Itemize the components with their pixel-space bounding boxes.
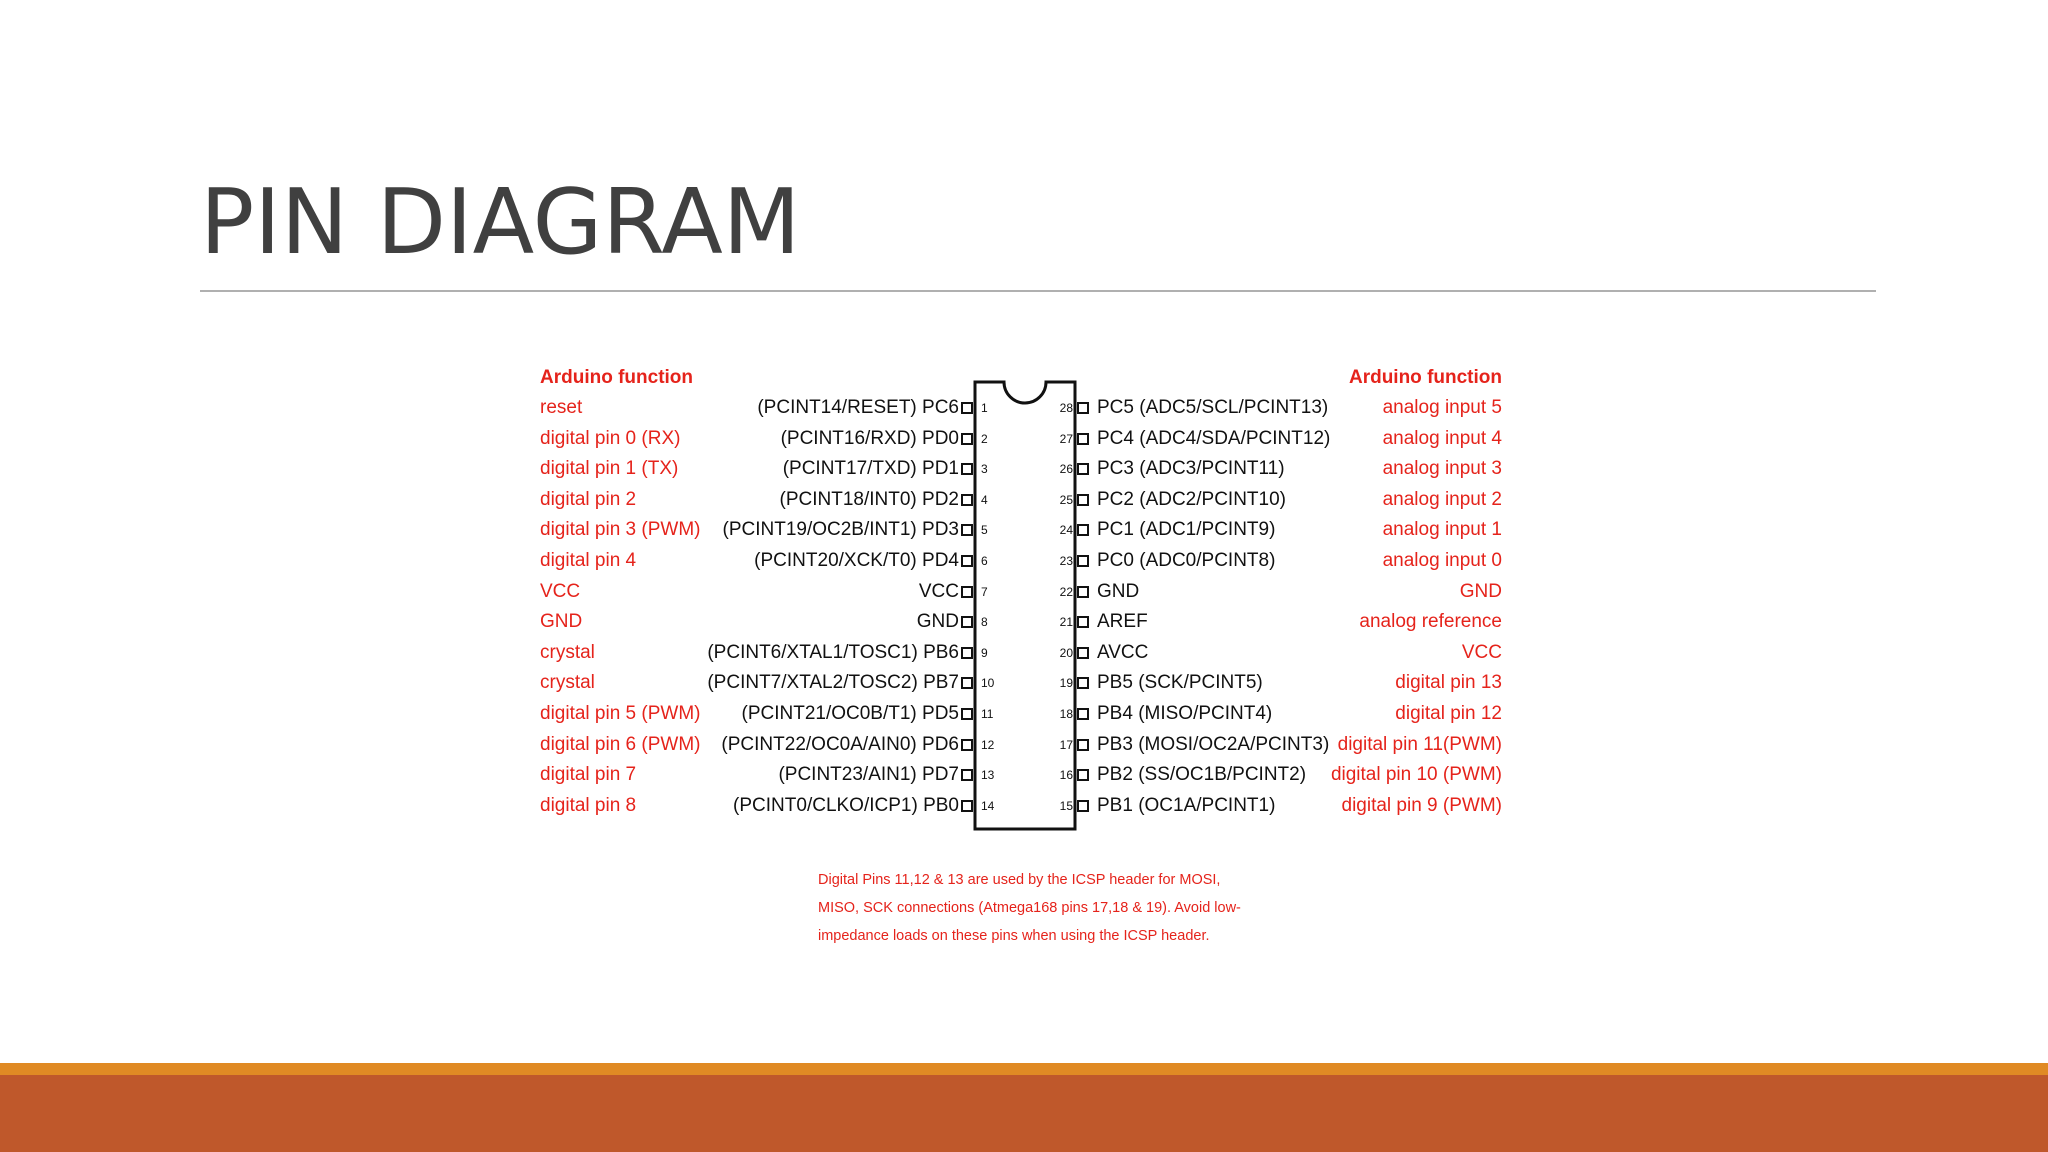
left-pin-number: 11: [981, 707, 994, 721]
right-pin-number: 25: [1059, 492, 1073, 507]
left-pin-pad: [961, 524, 973, 536]
footnote-line: Digital Pins 11,12 & 13 are used by the ICSP header for MOSI,: [818, 872, 1221, 888]
right-pin-number: 28: [1059, 401, 1073, 415]
left-pin-function: digital pin 0 (RX): [540, 427, 681, 449]
right-pin-name: PC4 (ADC4/SDA/PCINT12): [1097, 427, 1331, 449]
left-pin-function: digital pin 5 (PWM): [540, 703, 701, 724]
left-pin-pad: [961, 494, 973, 506]
right-pin-function: digital pin 10 (PWM): [1330, 764, 1502, 786]
left-pin-name: (PCINT23/AIN1) PD7: [778, 764, 959, 786]
right-pin-number: 20: [1059, 645, 1073, 660]
right-pin-name: GND: [1097, 580, 1140, 602]
left-pin-pad: [961, 708, 973, 720]
footnote-line: MISO, SCK connections (Atmega168 pins 17,18 & 19). Avoid low-: [818, 900, 1241, 916]
left-pin-name: (PCINT6/XTAL1/TOSC1) PB6: [707, 641, 959, 663]
right-pin-number: 23: [1059, 554, 1073, 568]
left-pin-function: digital pin 3 (PWM): [540, 519, 701, 541]
left-pin-number: 3: [981, 462, 988, 477]
left-pin-name: (PCINT17/TXD) PD1: [782, 458, 959, 480]
right-pin-name: PC0 (ADC0/PCINT8): [1097, 550, 1276, 571]
right-pin-number: 22: [1059, 584, 1073, 599]
right-pin-pad: [1077, 769, 1089, 781]
left-pin-name: (PCINT20/XCK/T0) PD4: [754, 550, 959, 571]
right-pin-number: 16: [1059, 768, 1073, 783]
left-pin-number: 8: [981, 615, 988, 630]
left-pin-name: (PCINT0/CLKO/ICP1) PB0: [733, 794, 959, 816]
right-pin-function: analog reference: [1359, 611, 1502, 633]
right-pin-number: 27: [1059, 431, 1073, 446]
left-pin-name: VCC: [918, 580, 959, 602]
right-pin-name: PC1 (ADC1/PCINT9): [1097, 519, 1276, 541]
left-pin-function: digital pin 8: [540, 794, 637, 816]
right-function-header: Arduino function: [1348, 367, 1502, 388]
right-pin-number: 17: [1059, 737, 1073, 752]
right-pin-name: PB5 (SCK/PCINT5): [1097, 672, 1263, 694]
right-pin-pad: [1077, 708, 1089, 720]
right-pin-name: AREF: [1097, 611, 1148, 633]
right-pin-name: PC2 (ADC2/PCINT10): [1097, 488, 1286, 510]
right-pin-pad: [1077, 647, 1089, 659]
right-pin-name: PC3 (ADC3/PCINT11): [1097, 458, 1285, 480]
right-pin-function: digital pin 11(PWM): [1337, 733, 1502, 755]
left-pin-name: (PCINT21/OC0B/T1) PD5: [741, 703, 959, 724]
right-pin-pad: [1077, 677, 1089, 689]
left-pin-name: (PCINT19/OC2B/INT1) PD3: [722, 519, 959, 541]
icsp-footnote: [818, 866, 1338, 950]
left-pin-name: (PCINT22/OC0A/AIN0) PD6: [721, 733, 959, 755]
left-pin-number: 13: [981, 768, 995, 783]
left-pin-function: GND: [540, 611, 583, 633]
left-pin-number: 6: [981, 554, 988, 568]
left-pin-pad: [961, 402, 973, 414]
chip-outline: [975, 382, 1075, 829]
right-pin-pad: [1077, 494, 1089, 506]
left-pin-number: 10: [981, 676, 995, 691]
right-pin-pad: [1077, 739, 1089, 751]
right-pin-pad: [1077, 402, 1089, 414]
left-pin-pad: [961, 800, 973, 812]
right-pin-function: analog input 5: [1382, 397, 1502, 418]
right-pin-pad: [1077, 586, 1089, 598]
left-pin-function: digital pin 1 (TX): [540, 458, 679, 480]
left-pin-name: (PCINT16/RXD) PD0: [780, 427, 959, 449]
left-pin-pad: [961, 739, 973, 751]
footer-band: [0, 1075, 2048, 1152]
right-pin-pad: [1077, 800, 1089, 812]
right-pin-pad: [1077, 463, 1089, 475]
right-pin-function: analog input 0: [1382, 550, 1502, 571]
left-pin-pad: [961, 616, 973, 628]
left-pin-number: 14: [981, 798, 995, 813]
left-function-header: Arduino function: [540, 367, 694, 388]
left-pin-pad: [961, 769, 973, 781]
right-pin-function: analog input 1: [1382, 519, 1502, 541]
left-pin-name: (PCINT18/INT0) PD2: [779, 488, 959, 510]
right-pin-pad: [1077, 433, 1089, 445]
left-pin-function: reset: [540, 397, 583, 418]
right-pin-function: analog input 2: [1382, 488, 1502, 510]
right-pin-number: 21: [1059, 615, 1073, 630]
left-pin-number: 5: [981, 523, 988, 538]
left-pin-pad: [961, 463, 973, 475]
left-pin-function: digital pin 7: [540, 764, 637, 786]
left-pin-pad: [961, 677, 973, 689]
left-pin-pad: [961, 647, 973, 659]
right-pin-name: PB2 (SS/OC1B/PCINT2): [1097, 764, 1307, 786]
right-pin-pad: [1077, 616, 1089, 628]
right-pin-name: PC5 (ADC5/SCL/PCINT13): [1097, 397, 1329, 418]
right-pin-pad: [1077, 524, 1089, 536]
right-pin-number: 15: [1059, 798, 1073, 813]
right-pin-name: AVCC: [1097, 641, 1149, 663]
left-pin-pad: [961, 433, 973, 445]
right-pin-function: analog input 3: [1382, 458, 1502, 480]
right-pin-name: PB1 (OC1A/PCINT1): [1097, 794, 1276, 816]
right-pin-function: digital pin 12: [1395, 703, 1502, 724]
left-pin-number: 7: [981, 584, 988, 599]
right-pin-function: GND: [1459, 580, 1502, 602]
left-pin-name: GND: [916, 611, 959, 633]
left-pin-number: 2: [981, 431, 988, 446]
right-pin-function: digital pin 13: [1395, 672, 1502, 694]
right-pin-number: 19: [1059, 676, 1073, 691]
right-pin-pad: [1077, 555, 1089, 567]
left-pin-function: digital pin 6 (PWM): [540, 733, 701, 755]
left-pin-name: (PCINT14/RESET) PC6: [757, 397, 959, 418]
left-pin-function: digital pin 2: [540, 488, 637, 510]
right-pin-number: 24: [1059, 523, 1073, 538]
left-pin-function: crystal: [540, 641, 595, 663]
right-pin-function: VCC: [1461, 641, 1502, 663]
right-pin-function: analog input 4: [1382, 427, 1502, 449]
left-pin-function: crystal: [540, 672, 595, 694]
footer-accent-band: [0, 1063, 2048, 1075]
right-pin-name: PB4 (MISO/PCINT4): [1097, 703, 1273, 724]
left-pin-function: VCC: [540, 580, 581, 602]
left-pin-function: digital pin 4: [540, 550, 637, 571]
left-pin-pad: [961, 586, 973, 598]
left-pin-number: 9: [981, 645, 988, 660]
right-pin-number: 26: [1059, 462, 1073, 477]
right-pin-name: PB3 (MOSI/OC2A/PCINT3): [1097, 733, 1330, 755]
right-pin-function: digital pin 9 (PWM): [1341, 794, 1502, 816]
left-pin-number: 1: [981, 401, 988, 415]
footnote-line: impedance loads on these pins when using the ICSP header.: [818, 928, 1210, 944]
slide-title: PIN DIAGRAM: [200, 170, 801, 275]
left-pin-name: (PCINT7/XTAL2/TOSC2) PB7: [707, 672, 959, 694]
left-pin-number: 12: [981, 737, 995, 752]
right-pin-number: 18: [1059, 707, 1073, 721]
left-pin-pad: [961, 555, 973, 567]
left-pin-number: 4: [981, 492, 988, 507]
